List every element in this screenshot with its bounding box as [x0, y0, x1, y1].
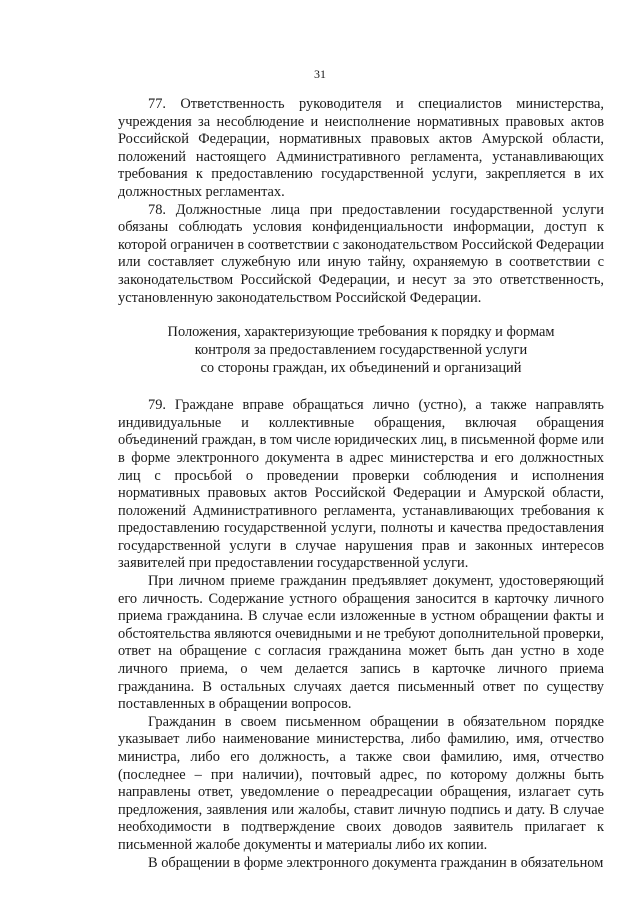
paragraph-written-appeal: Гражданин в своем письменном обращении в обязательном порядке указывает либо наименование министерства, либо фамилию, имя, отчество министра, либо его должность, а также свои фамилию, имя, отчество (последнее – при наличии), почтовый адрес, по которому должны быть направлены ответ, уведомление о переадресации обращения, излагает суть предложения, заявления или жалобы, ставит личную подпись и дату. В случае необходимости в подтверждение своих доводов заявитель прилагает к письменной жалобе документы и материалы либо их копии.: [118, 713, 604, 853]
page-number: 31: [314, 67, 326, 81]
paragraph-electronic-appeal: В обращении в форме электронного документа гражданин в обязательном: [148, 854, 604, 871]
section-heading: [118, 323, 604, 377]
paragraph-personal-reception: При личном приеме гражданин предъявляет документ, удостоверяющий его личность. Содержание устного обращения заносится в карточку личного приема гражданина. В случае если изложенные в устном обращении факты и обстоятельства являются очевидными и не требуют дополнительной проверки, ответ на обращение с согласия гражданина может быть дан устно в ходе личного приема, о чем делается запись в карточке личного приема гражданина. В остальных случаях дается письменный ответ по существу поставленных в обращении вопросов.: [118, 573, 604, 713]
document-body: [118, 96, 604, 872]
section-heading-line: со стороны граждан, их объединений и организаций: [200, 360, 522, 377]
paragraph-79: 79. Граждане вправе обращаться лично (устно), а также направлять индивидуальные и коллективные обращения, включая обращения объединений граждан, в том числе юридических лиц, в письменной форме или в форме электронного документа в адрес министерства и его должностных лиц с просьбой о проведении проверки соблюдения и исполнения нормативных правовых актов Российской Федерации и Амурской области, положений Административного регламента, устанавливающих требования к предоставлению государственной услуги, полноты и качества предоставления государственной услуги в случае нарушения прав и законных интересов заявителей при предоставлении государственной услуги.: [118, 397, 604, 572]
section-heading-line: Положения, характеризующие требования к порядку и формам: [167, 324, 555, 341]
paragraph-78: 78. Должностные лица при предоставлении государственной услуги обязаны соблюдать условия конфиденциальности информации, доступ к которой ограничен в соответствии с законодательством Российской Федерации или составляет служебную или иную тайну, охраняемую в соответствии с законодательством Российской Федерации, и несут за это ответственность, установленную законодательством Российской Федерации.: [118, 201, 604, 306]
section-heading-line: контроля за предоставлением государственной услуги: [194, 342, 528, 359]
paragraph-77: 77. Ответственность руководителя и специалистов министерства, учреждения за несоблюдение и неисполнение нормативных правовых актов Российской Федерации, нормативных правовых актов Амурской области, положений настоящего Административного регламента, устанавливающих требования к предоставлению государственной услуги, закрепляется в их должностных регламентах.: [118, 96, 604, 200]
